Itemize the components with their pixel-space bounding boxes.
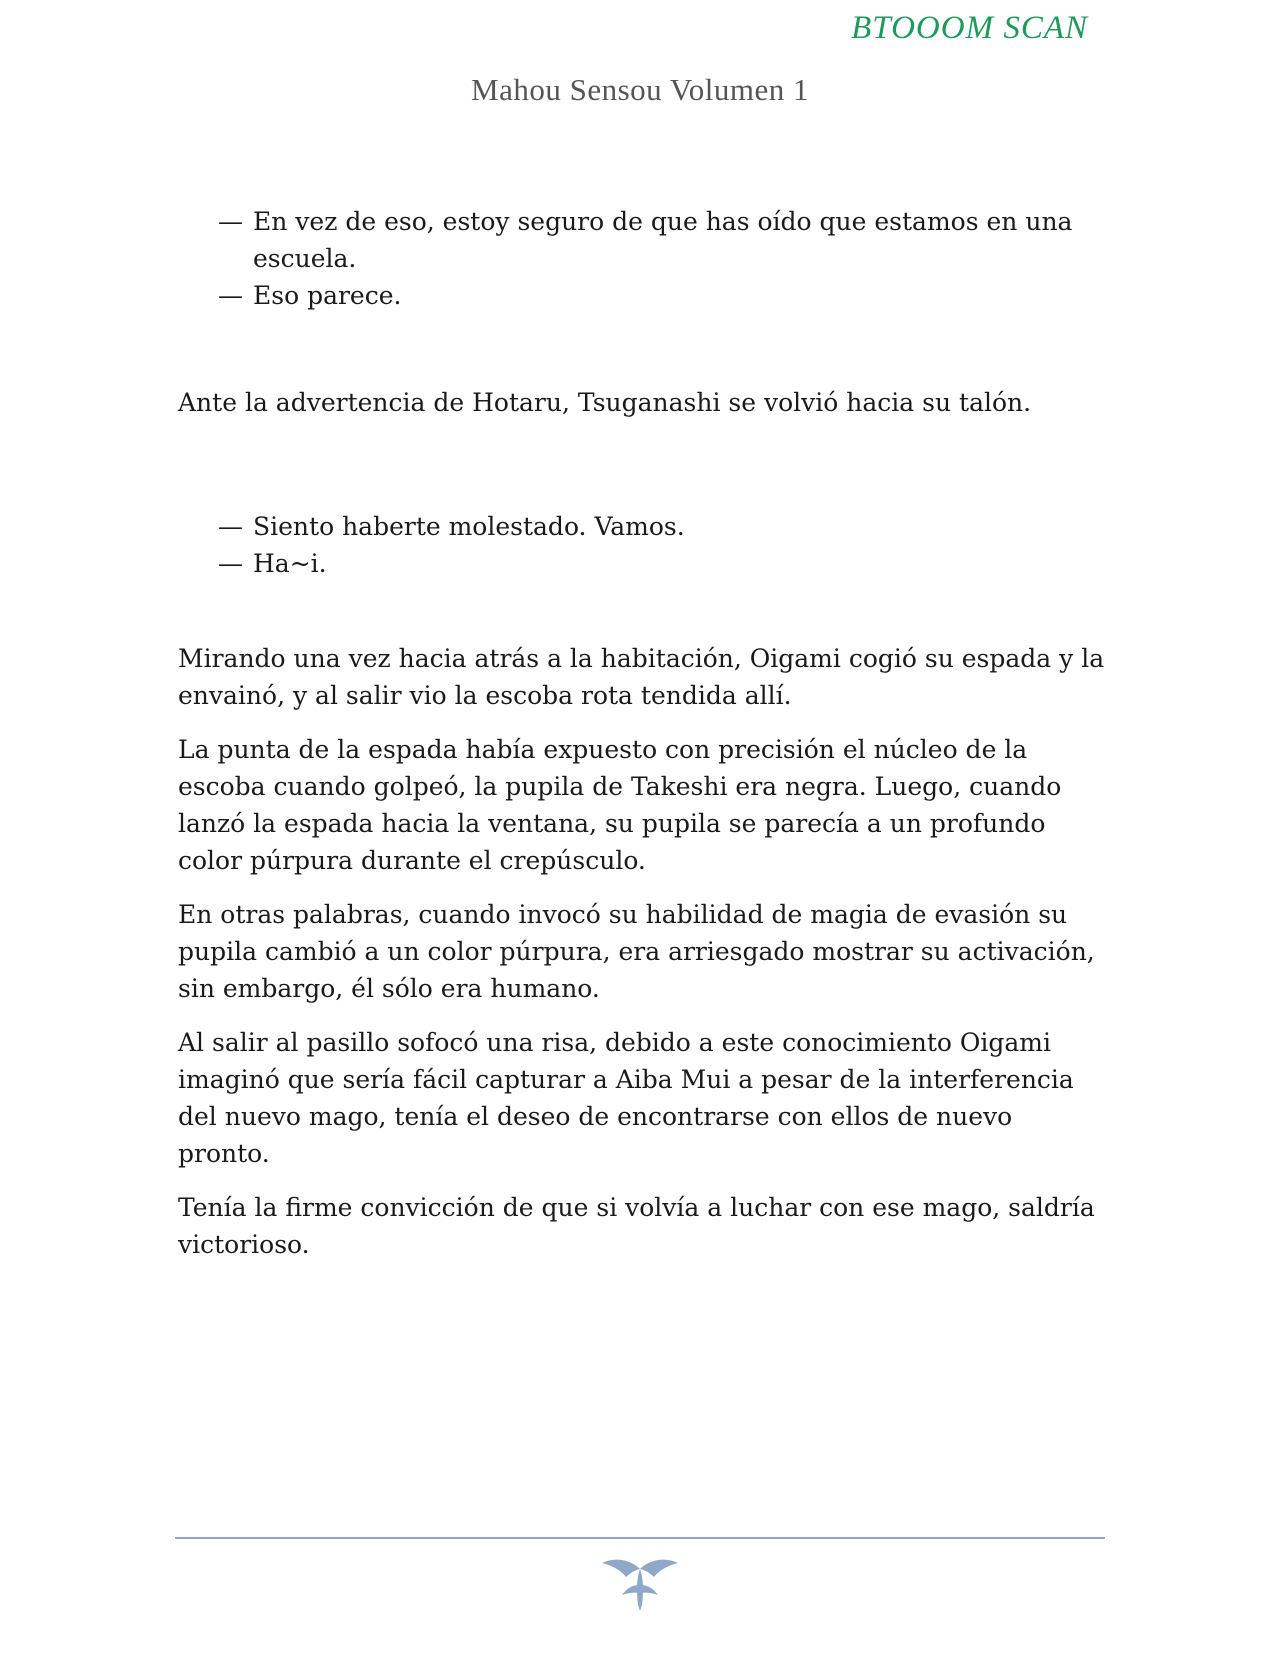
dialogue-dash: — <box>218 207 243 236</box>
dialogue-block-2 <box>218 508 1108 582</box>
dialogue-dash: — <box>218 512 243 541</box>
narration-paragraph: Al salir al pasillo sofocó una risa, debido a este conocimiento Oigami imaginó que sería fácil capturar a Aiba Mui a pesar de la interferencia del nuevo mago, tenía el deseo de encontrarse con ellos de nuevo pronto. <box>178 1028 1074 1168</box>
spacer <box>178 582 1108 640</box>
narration-paragraph: Mirando una vez hacia atrás a la habitación, Oigami cogió su espada y la envainó, y al salir vio la escoba rota tendida allí. <box>178 644 1105 710</box>
scan-group-logo: BTOOOM SCAN <box>851 10 1088 46</box>
fleur-ornament-icon <box>600 1555 680 1611</box>
spacer <box>178 314 1108 384</box>
dialogue-line <box>218 508 1108 545</box>
dialogue-dash: — <box>218 549 243 578</box>
dialogue-line <box>218 203 1108 277</box>
dialogue-dash: — <box>218 281 243 310</box>
dialogue-text: En vez de eso, estoy seguro de que has oído que estamos en una escuela. <box>253 207 1073 273</box>
dialogue-block-1 <box>218 203 1108 314</box>
dialogue-text: Eso parece. <box>253 281 402 310</box>
dialogue-text: Siento haberte molestado. Vamos. <box>253 512 685 541</box>
narration-paragraph: En otras palabras, cuando invocó su habilidad de magia de evasión su pupila cambió a un color púrpura, era arriesgado mostrar su activación, sin embargo, él sólo era humano. <box>178 900 1095 1003</box>
book-running-header: Mahou Sensou Volumen 1 <box>471 72 809 107</box>
dialogue-line <box>218 545 1108 582</box>
spacer <box>178 438 1108 508</box>
dialogue-line <box>218 277 1108 314</box>
narration-paragraph: La punta de la espada había expuesto con precisión el núcleo de la escoba cuando golpeó, la pupila de Takeshi era negra. Luego, cuando lanzó la espada hacia la ventana, su pupila se parecía a un profundo color púrpura durante el crepúsculo. <box>178 735 1062 875</box>
dialogue-text: Ha~i. <box>253 549 327 578</box>
narration-paragraph: Ante la advertencia de Hotaru, Tsuganashi se volvió hacia su talón. <box>178 388 1032 417</box>
page-body <box>178 203 1108 1280</box>
footer-rule <box>175 1537 1105 1539</box>
narration-paragraph: Tenía la firme convicción de que si volvía a luchar con ese mago, saldría victorioso. <box>178 1193 1095 1259</box>
